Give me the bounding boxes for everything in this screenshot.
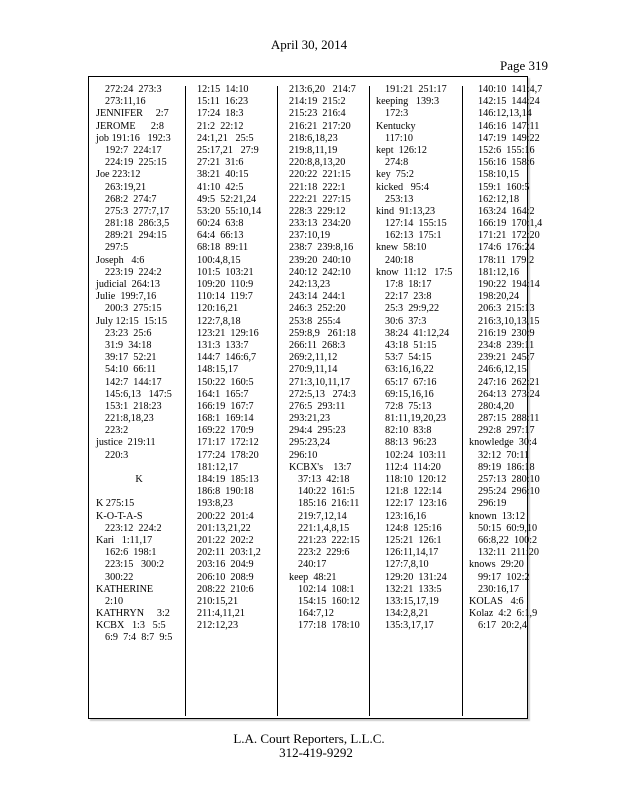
index-entry: 266:11 268:3 bbox=[289, 339, 346, 351]
index-entry: Kari 1:11,17 bbox=[96, 534, 153, 546]
column-divider bbox=[462, 86, 463, 716]
index-entry: 72:8 75:13 bbox=[385, 400, 432, 412]
index-entry: 203:16 204:9 bbox=[197, 559, 254, 571]
index-entry: Julie 199:7,16 bbox=[96, 291, 157, 303]
index-entry: 215:23 216:4 bbox=[289, 108, 346, 120]
index-entry: 134:2,8,21 bbox=[385, 608, 429, 620]
index-entry: K 275:15 bbox=[96, 498, 135, 510]
index-entry: kept 126:12 bbox=[376, 144, 427, 156]
index-entry: 212:12,23 bbox=[197, 620, 239, 632]
index-entry: know 11:12 17:5 bbox=[376, 266, 453, 278]
index-entry: 148:15,17 bbox=[197, 364, 239, 376]
index-entry: 53:20 55:10,14 bbox=[197, 205, 262, 217]
index-entry: 27:21 31:6 bbox=[197, 157, 244, 169]
index-entry: 181:12,17 bbox=[197, 461, 239, 473]
index-entry: 125:21 126:1 bbox=[385, 534, 442, 546]
index-entry: 271:3,10,11,17 bbox=[289, 376, 351, 388]
index-entry: knows 29:20 bbox=[469, 559, 524, 571]
index-entry: 162:12,18 bbox=[478, 193, 520, 205]
index-entry: 12:15 14:10 bbox=[197, 84, 249, 95]
index-entry: 200:3 275:15 bbox=[105, 303, 162, 315]
index-entry: 200:22 201:4 bbox=[197, 510, 254, 522]
index-entry: 273:11,16 bbox=[105, 96, 146, 108]
index-entry: 24:1,21 25:5 bbox=[197, 132, 254, 144]
index-entry: KOLAS 4:6 bbox=[469, 595, 524, 607]
index-entry: 169:22 170:9 bbox=[197, 425, 254, 437]
index-entry: 216:19 230:9 bbox=[478, 327, 535, 339]
index-entry: 118:10 120:12 bbox=[385, 474, 447, 485]
index-entry: Kentucky bbox=[376, 120, 416, 132]
index-entry: 140:10 141:4,7 bbox=[478, 84, 543, 95]
index-entry: 38:24 41:12,24 bbox=[385, 327, 450, 339]
page-number: Page 319 bbox=[499, 58, 548, 73]
index-entry: 223:12 224:2 bbox=[105, 522, 162, 534]
index-entry: KCBX's 13:7 bbox=[289, 461, 352, 473]
index-entry: 121:8 122:14 bbox=[385, 486, 442, 498]
index-entry: 214:19 215:2 bbox=[289, 96, 346, 108]
index-column-3 bbox=[289, 84, 367, 632]
index-entry: 246:6,12,15 bbox=[478, 364, 527, 376]
index-entry: keeping 139:3 bbox=[376, 96, 440, 108]
index-entry: 275:3 277:7,17 bbox=[105, 205, 170, 217]
index-entry: KATHRYN 3:2 bbox=[96, 608, 170, 620]
index-entry: 43:18 51:15 bbox=[385, 339, 437, 351]
index-entry bbox=[96, 462, 182, 474]
index-entry: 281:18 286:3,5 bbox=[105, 218, 170, 230]
index-entry: 242:13,23 bbox=[289, 279, 331, 290]
index-entry: 133:15,17,19 bbox=[385, 595, 439, 607]
index-entry: 146:12,13,14 bbox=[478, 108, 532, 120]
index-entry: 221:23 222:15 bbox=[298, 534, 360, 546]
index-entry: 147:19 149:22 bbox=[478, 132, 540, 144]
index-entry: 131:3 133:7 bbox=[197, 339, 249, 351]
index-entry: 171:21 172:20 bbox=[478, 230, 540, 242]
index-entry: 269:2,11,12 bbox=[289, 352, 338, 364]
index-entry: kicked 95:4 bbox=[376, 181, 429, 193]
index-entry: 112:4 114:20 bbox=[385, 461, 441, 473]
footer bbox=[0, 732, 618, 760]
index-entry: 117:10 bbox=[385, 132, 413, 144]
index-entry: Joe 223:12 bbox=[96, 169, 141, 181]
index-entry: 216:3,10,13,15 bbox=[478, 315, 540, 327]
index-entry: 202:11 203:1,2 bbox=[197, 547, 261, 559]
index-entry: 223:19 224:2 bbox=[105, 266, 162, 278]
index-entry: 211:4,11,21 bbox=[197, 608, 245, 620]
index-entry: 23:23 25:6 bbox=[105, 327, 152, 339]
index-entry: 172:3 bbox=[385, 108, 409, 120]
index-entry: 206:3 215:13 bbox=[478, 303, 535, 315]
index-entry: 15:11 16:23 bbox=[197, 96, 249, 108]
index-entry: 132:21 133:5 bbox=[385, 583, 442, 595]
index-entry bbox=[96, 486, 182, 498]
index-entry: 213:6,20 214:7 bbox=[289, 84, 356, 95]
index-entry: JEROME 2:8 bbox=[96, 120, 164, 132]
index-entry: 297:5 bbox=[105, 242, 129, 254]
index-entry: 246:3 252:20 bbox=[289, 303, 346, 315]
index-entry: 25:17,21 27:9 bbox=[197, 144, 259, 156]
index-entry: K-O-T-A-S bbox=[96, 510, 143, 522]
index-entry: 99:17 102:2 bbox=[478, 571, 530, 583]
index-entry: 240:18 bbox=[385, 254, 414, 266]
index-entry: 259:8,9 261:18 bbox=[289, 327, 356, 339]
index-entry: 144:7 146:6,7 bbox=[197, 352, 257, 364]
index-entry: knowledge 30:4 bbox=[469, 437, 537, 449]
index-entry: 228:3 229:12 bbox=[289, 205, 346, 217]
index-entry: 127:14 155:15 bbox=[385, 218, 447, 230]
index-entry: job 191:16 192:3 bbox=[96, 132, 171, 144]
index-entry: 221:1,4,8,15 bbox=[298, 522, 350, 534]
index-entry: 240:17 bbox=[298, 559, 327, 571]
index-entry: 54:10 66:11 bbox=[105, 364, 157, 376]
index-entry: 219:7,12,14 bbox=[298, 510, 347, 522]
index-entry: 17:24 18:3 bbox=[197, 108, 244, 120]
column-divider bbox=[185, 86, 186, 716]
index-entry: 257:13 280:10 bbox=[478, 474, 540, 485]
index-entry: 238:7 239:8,16 bbox=[289, 242, 354, 254]
court-reporter-name: L.A. Court Reporters, L.L.C. bbox=[233, 731, 385, 746]
index-entry: 268:2 274:7 bbox=[105, 193, 157, 205]
index-entry: 280:4,20 bbox=[478, 400, 514, 412]
index-entry: 81:11,19,20,23 bbox=[385, 413, 447, 425]
index-entry: 300:22 bbox=[105, 571, 134, 583]
index-entry: 272:5,13 274:3 bbox=[289, 388, 356, 400]
index-entry: 145:6,13 147:5 bbox=[105, 388, 172, 400]
index-entry: keep 48:21 bbox=[289, 571, 337, 583]
index-entry: 123:16,16 bbox=[385, 510, 427, 522]
index-entry: 6:17 20:2,4 bbox=[478, 620, 527, 632]
index-entry: 88:13 96:23 bbox=[385, 437, 437, 449]
index-entry: 201:22 202:2 bbox=[197, 534, 254, 546]
index-entry: 234:8 239:11 bbox=[478, 339, 535, 351]
index-entry: 109:20 110:9 bbox=[197, 279, 254, 290]
index-entry: 240:12 242:10 bbox=[289, 266, 351, 278]
index-entry: 191:21 251:17 bbox=[385, 84, 447, 95]
index-entry: 82:10 83:8 bbox=[385, 425, 432, 437]
index-entry: 120:16,21 bbox=[197, 303, 239, 315]
index-entry: 263:19,21 bbox=[105, 181, 147, 193]
index-entry: 224:19 225:15 bbox=[105, 157, 167, 169]
section-letter: K bbox=[135, 474, 143, 485]
index-entry: 190:22 194:14 bbox=[478, 279, 540, 290]
index-entry: 174:6 176:24 bbox=[478, 242, 535, 254]
index-entry: 37:13 42:18 bbox=[298, 474, 350, 485]
index-entry: 162:6 198:1 bbox=[105, 547, 157, 559]
index-entry: 49:5 52:21,24 bbox=[197, 193, 257, 205]
index-entry: key 75:2 bbox=[376, 169, 414, 181]
index-entry: 60:24 63:8 bbox=[197, 218, 244, 230]
column-divider bbox=[369, 86, 370, 716]
index-entry: 222:21 227:15 bbox=[289, 193, 351, 205]
index-entry: 253:8 255:4 bbox=[289, 315, 341, 327]
index-entry: 101:5 103:21 bbox=[197, 266, 254, 278]
index-entry: 166:19 167:7 bbox=[197, 400, 254, 412]
index-entry: 122:7,8,18 bbox=[197, 315, 241, 327]
index-column-1 bbox=[96, 84, 182, 645]
index-column-4 bbox=[376, 84, 460, 632]
index-entry: Kolaz 4:2 6:1,9 bbox=[469, 608, 538, 620]
index-entry: 201:13,21,22 bbox=[197, 522, 251, 534]
court-reporter-phone: 312-419-9292 bbox=[279, 745, 353, 760]
index-entry: 264:13 273:24 bbox=[478, 388, 540, 400]
index-entry: 295:23,24 bbox=[289, 437, 331, 449]
index-entry: 89:19 186:18 bbox=[478, 461, 535, 473]
index-entry: 216:21 217:20 bbox=[289, 120, 351, 132]
index-entry: 208:22 210:6 bbox=[197, 583, 254, 595]
index-entry: 21:2 22:12 bbox=[197, 120, 244, 132]
index-entry: 276:5 293:11 bbox=[289, 400, 346, 412]
index-column-2 bbox=[197, 84, 275, 632]
index-entry: 272:24 273:3 bbox=[105, 84, 162, 95]
index-entry: 129:20 131:24 bbox=[385, 571, 447, 583]
index-entry: 132:11 211:20 bbox=[478, 547, 539, 559]
index-entry: JENNIFER 2:7 bbox=[96, 108, 169, 120]
index-entry: 124:8 125:16 bbox=[385, 522, 442, 534]
index-entry: 32:12 70:11 bbox=[478, 449, 530, 461]
index-entry: 185:16 216:11 bbox=[298, 498, 360, 510]
index-entry: 220:3 bbox=[105, 449, 129, 461]
index-entry: 25:3 29:9,22 bbox=[385, 303, 440, 315]
index-entry: 127:7,8,10 bbox=[385, 559, 429, 571]
index-entry: 66:8,22 100:2 bbox=[478, 534, 538, 546]
index-entry: 239:21 245:7 bbox=[478, 352, 535, 364]
index-entry: 65:17 67:16 bbox=[385, 376, 437, 388]
index-entry: 296:10 bbox=[289, 449, 318, 461]
index-entry: Joseph 4:6 bbox=[96, 254, 145, 266]
index-entry: 159:1 160:5 bbox=[478, 181, 530, 193]
index-entry: 164:1 165:7 bbox=[197, 388, 249, 400]
index-entry: knew 58:10 bbox=[376, 242, 427, 254]
index-entry: 247:16 262:21 bbox=[478, 376, 540, 388]
index-entry: 223:2 bbox=[105, 425, 129, 437]
index-entry: kind 91:13,23 bbox=[376, 205, 436, 217]
index-entry: 221:18 222:1 bbox=[289, 181, 346, 193]
index-entry: 178:11 179:2 bbox=[478, 254, 535, 266]
index-entry: 253:13 bbox=[385, 193, 414, 205]
index-entry: 68:18 89:11 bbox=[197, 242, 249, 254]
index-entry: 221:8,18,23 bbox=[105, 413, 154, 425]
index-entry: 289:21 294:15 bbox=[105, 230, 167, 242]
index-entry: 146:16 147:11 bbox=[478, 120, 540, 132]
index-entry: 220:22 221:15 bbox=[289, 169, 351, 181]
index-entry: 152:6 155:16 bbox=[478, 144, 535, 156]
index-entry: 192:7 224:17 bbox=[105, 144, 162, 156]
index-entry: 220:8,8,13,20 bbox=[289, 157, 346, 169]
index-entry: 233:13 234:20 bbox=[289, 218, 351, 230]
index-entry: 135:3,17,17 bbox=[385, 620, 434, 632]
index-entry: 53:7 54:15 bbox=[385, 352, 432, 364]
index-entry: 171:17 172:12 bbox=[197, 437, 259, 449]
index-entry: 274:8 bbox=[385, 157, 409, 169]
index-entry: 218:6,18,23 bbox=[289, 132, 338, 144]
index-entry: 292:8 297:17 bbox=[478, 425, 535, 437]
index-entry: 39:17 52:21 bbox=[105, 352, 157, 364]
index-entry: 270:9,11,14 bbox=[289, 364, 338, 376]
index-entry: 166:19 170:1,4 bbox=[478, 218, 543, 230]
index-entry: 123:21 129:16 bbox=[197, 327, 259, 339]
index-entry: 198:20,24 bbox=[478, 291, 520, 303]
index-entry: 153:1 218:23 bbox=[105, 400, 162, 412]
index-entry: judicial 264:13 bbox=[96, 279, 160, 290]
index-entry: 102:24 103:11 bbox=[385, 449, 447, 461]
index-entry: July 12:15 15:15 bbox=[96, 315, 168, 327]
index-entry: 163:24 164:2 bbox=[478, 205, 535, 217]
index-entry: 110:14 119:7 bbox=[197, 291, 253, 303]
index-entry: KATHERINE bbox=[96, 583, 154, 595]
index-column-5 bbox=[469, 84, 543, 632]
index-entry: 164:7,12 bbox=[298, 608, 334, 620]
index-entry: 31:9 34:18 bbox=[105, 339, 152, 351]
index-entry: 158:10,15 bbox=[478, 169, 520, 181]
index-entry: 154:15 160:12 bbox=[298, 595, 360, 607]
index-entry: 142:15 144:24 bbox=[478, 96, 540, 108]
index-entry: 230:16,17 bbox=[478, 583, 520, 595]
index-entry: 38:21 40:15 bbox=[197, 169, 249, 181]
index-entry: 142:7 144:17 bbox=[105, 376, 162, 388]
index-entry: 177:18 178:10 bbox=[298, 620, 360, 632]
index-entry: 210:15,21 bbox=[197, 595, 239, 607]
index-entry: 168:1 169:14 bbox=[197, 413, 254, 425]
index-entry: 6:9 7:4 8:7 9:5 bbox=[105, 632, 173, 644]
index-entry: 186:8 190:18 bbox=[197, 486, 254, 498]
index-entry: 22:17 23:8 bbox=[385, 291, 432, 303]
index-entry: 150:22 160:5 bbox=[197, 376, 254, 388]
index-entry: 140:22 161:5 bbox=[298, 486, 355, 498]
index-entry: 239:20 240:10 bbox=[289, 254, 351, 266]
index-entry: 102:14 108:1 bbox=[298, 583, 355, 595]
index-entry: 30:6 37:3 bbox=[385, 315, 427, 327]
index-entry: 287:15 288:11 bbox=[478, 413, 540, 425]
index-entry: known 13:12 bbox=[469, 510, 526, 522]
index-entry: 2:10 bbox=[105, 595, 124, 607]
index-entry: 50:15 60:9,10 bbox=[478, 522, 538, 534]
index-entry: 223:2 229:6 bbox=[298, 547, 350, 559]
index-entry: 206:10 208:9 bbox=[197, 571, 254, 583]
column-divider bbox=[277, 86, 278, 716]
index-entry: 64:4 66:13 bbox=[197, 230, 244, 242]
index-entry: 69:15,16,16 bbox=[385, 388, 434, 400]
index-entry: KCBX 1:3 5:5 bbox=[96, 620, 166, 632]
index-entry: 177:24 178:20 bbox=[197, 449, 259, 461]
index-entry: 243:14 244:1 bbox=[289, 291, 346, 303]
index-entry: 122:17 123:16 bbox=[385, 498, 447, 510]
index-entry: 126:11,14,17 bbox=[385, 547, 439, 559]
index-entry: 184:19 185:13 bbox=[197, 474, 259, 485]
index-entry: 294:4 295:23 bbox=[289, 425, 346, 437]
page-date: April 30, 2014 bbox=[270, 37, 348, 52]
index-entry: 156:16 158:6 bbox=[478, 157, 535, 169]
index-entry: 237:10,19 bbox=[289, 230, 331, 242]
index-entry: 63:16,16,22 bbox=[385, 364, 434, 376]
index-entry: 162:13 175:1 bbox=[385, 230, 442, 242]
index-entry: 295:24 296:10 bbox=[478, 486, 540, 498]
index-entry: 219:8,11,19 bbox=[289, 144, 338, 156]
index-entry: 41:10 42:5 bbox=[197, 181, 244, 193]
index-entry: justice 219:11 bbox=[96, 437, 156, 449]
index-entry: 17:8 18:17 bbox=[385, 279, 432, 290]
index-entry: 181:12,16 bbox=[478, 266, 520, 278]
index-entry: 293:21,23 bbox=[289, 413, 331, 425]
index-entry: 296:19 bbox=[478, 498, 507, 510]
index-entry: 223:15 300:2 bbox=[105, 559, 165, 571]
index-entry: 193:8,23 bbox=[197, 498, 233, 510]
index-entry: 100:4,8,15 bbox=[197, 254, 241, 266]
